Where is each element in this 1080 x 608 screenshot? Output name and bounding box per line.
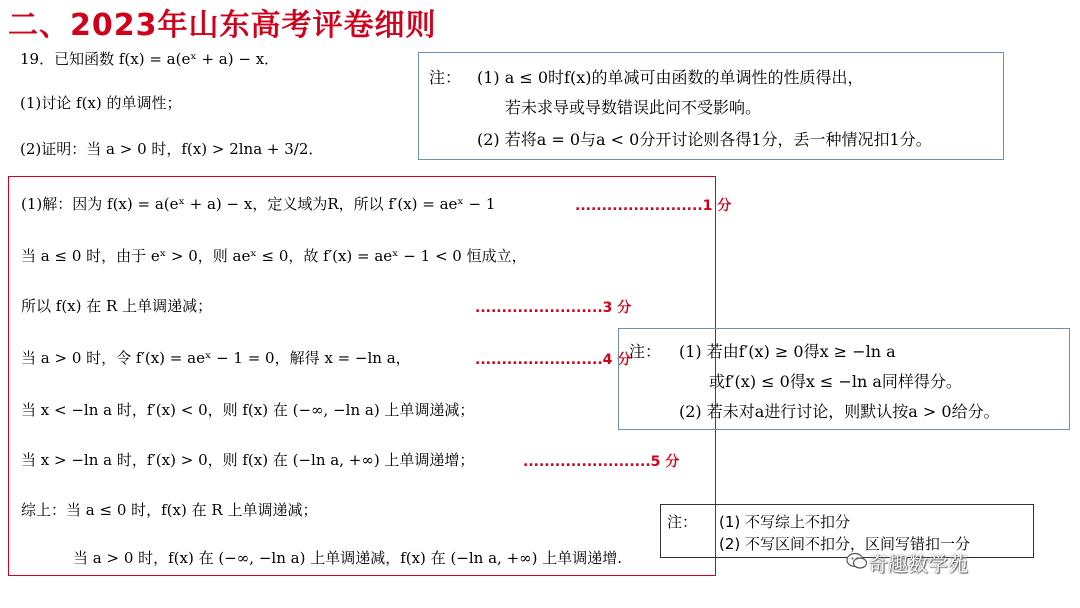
question-stem: 19．已知函数 f(x) = a(eˣ + a) − x． <box>20 50 280 68</box>
score-mark: ........................3 分 <box>475 300 632 316</box>
wechat-icon <box>846 552 868 570</box>
solution-line: 当 a > 0 时，f(x) 在 (−∞, −ln a) 上单调递减，f(x) 在 (−ln a, +∞) 上单调递增. <box>73 549 623 567</box>
note-line: (1) a ≤ 0时f(x)的单减可由函数的单调性的性质得出， <box>477 68 864 87</box>
score-mark: ........................4 分 <box>475 352 632 368</box>
note-line: (2) 若未对a进行讨论，则默认按a > 0给分。 <box>679 402 1000 421</box>
note-label: 注： <box>629 342 662 361</box>
note-label: 注： <box>667 513 698 531</box>
question-part2: (2)证明：当 a > 0 时，f(x) > 2lna + 3/2． <box>20 140 324 158</box>
note-line: (1) 若由f′(x) ≥ 0得x ≥ −ln a <box>679 342 896 361</box>
score-mark: ........................5 分 <box>523 454 680 470</box>
note-label: 注： <box>429 68 462 87</box>
page-title: 二、2023年山东高考评卷细则 <box>8 8 437 43</box>
solution-line: 当 x > −ln a 时，f′(x) > 0，则 f(x) 在 (−ln a, +∞) 上单调递增； <box>21 451 475 469</box>
solution-line: 当 a > 0 时，令 f′(x) = aeˣ − 1 = 0，解得 x = −ln a， <box>21 349 411 367</box>
note-line: 若未求导或导数错误此问不受影响。 <box>505 98 762 117</box>
note-line: (2) 若将a = 0与a < 0分开讨论则各得1分，丢一种情况扣1分。 <box>477 130 932 149</box>
question-part1: (1)讨论 f(x) 的单调性； <box>20 94 182 112</box>
note-box-3 <box>660 504 1034 558</box>
score-mark: ........................1 分 <box>575 198 732 214</box>
note-box-1 <box>418 52 1004 160</box>
solution-line: 所以 f(x) 在 R 上单调递减； <box>21 297 213 315</box>
solution-line: 当 a ≤ 0 时，由于 eˣ > 0，则 aeˣ ≤ 0，故 f′(x) = aeˣ − 1 < 0 恒成立， <box>21 247 527 265</box>
note-box-2 <box>618 328 1070 430</box>
solution-line: (1)解：因为 f(x) = a(eˣ + a) − x，定义域为R，所以 f′(x) = aeˣ − 1 <box>21 195 496 213</box>
solution-line: 当 x < −ln a 时，f′(x) < 0，则 f(x) 在 (−∞, −ln a) 上单调递减； <box>21 401 475 419</box>
watermark-text: 奇趣数学苑 <box>868 552 968 576</box>
solution-line: 综上：当 a ≤ 0 时，f(x) 在 R 上单调递减； <box>21 501 318 519</box>
note-line: (1) 不写综上不扣分 <box>719 513 851 531</box>
note-line: 或f′(x) ≤ 0得x ≤ −ln a同样得分。 <box>709 372 962 391</box>
solution-box <box>8 176 732 576</box>
note-line: (2) 不写区间不扣分，区间写错扣一分 <box>719 535 971 553</box>
